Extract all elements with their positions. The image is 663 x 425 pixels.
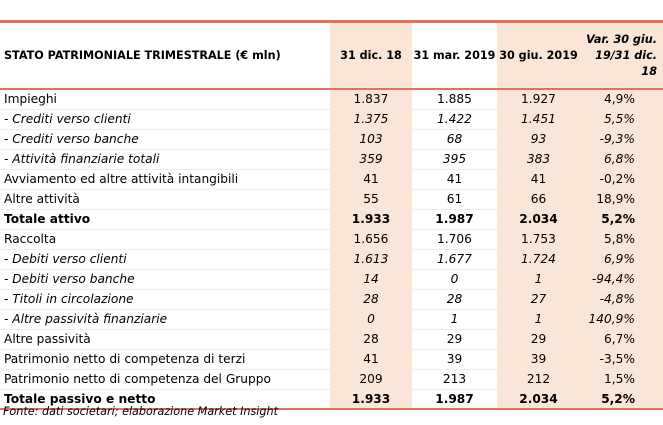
cell-mar-2019: 1.677 (412, 249, 497, 269)
row-label: Avviamento ed altre attività intangibili (0, 169, 330, 189)
cell-jun-2019: 29 (497, 329, 580, 349)
cell-variation: 5,2% (580, 209, 663, 229)
cell-dec-2018: 28 (330, 329, 412, 349)
table-row (0, 89, 663, 109)
cell-variation: -0,2% (580, 169, 663, 189)
column-header-variation: Var. 30 giu. 19/31 dic. 18 (580, 23, 663, 89)
cell-mar-2019: 1.987 (412, 389, 497, 409)
cell-mar-2019: 1.987 (412, 209, 497, 229)
column-header-mar-2019: 31 mar. 2019 (412, 23, 497, 89)
row-label: - Altre passività finanziarie (0, 309, 330, 329)
table-title: STATO PATRIMONIALE TRIMESTRALE (€ mln) (0, 23, 330, 89)
cell-variation: 140,9% (580, 309, 663, 329)
cell-jun-2019: 39 (497, 349, 580, 369)
cell-mar-2019: 1 (412, 309, 497, 329)
cell-jun-2019: 2.034 (497, 209, 580, 229)
cell-jun-2019: 212 (497, 369, 580, 389)
cell-jun-2019: 41 (497, 169, 580, 189)
cell-mar-2019: 395 (412, 149, 497, 169)
cell-jun-2019: 1.451 (497, 109, 580, 129)
cell-dec-2018: 1.375 (330, 109, 412, 129)
cell-jun-2019: 2.034 (497, 389, 580, 409)
table-row (0, 229, 663, 249)
column-header-jun-2019: 30 giu. 2019 (497, 23, 580, 89)
cell-dec-2018: 103 (330, 129, 412, 149)
cell-mar-2019: 29 (412, 329, 497, 349)
row-label: - Attività finanziarie totali (0, 149, 330, 169)
cell-dec-2018: 41 (330, 349, 412, 369)
cell-mar-2019: 61 (412, 189, 497, 209)
row-label: Totale attivo (0, 209, 330, 229)
table-row (0, 249, 663, 269)
cell-dec-2018: 209 (330, 369, 412, 389)
cell-variation: -4,8% (580, 289, 663, 309)
cell-mar-2019: 1.422 (412, 109, 497, 129)
cell-jun-2019: 1 (497, 269, 580, 289)
row-label: - Crediti verso banche (0, 129, 330, 149)
cell-mar-2019: 1.706 (412, 229, 497, 249)
cell-dec-2018: 1.933 (330, 209, 412, 229)
cell-variation: 5,8% (580, 229, 663, 249)
table-row (0, 149, 663, 169)
cell-mar-2019: 41 (412, 169, 497, 189)
cell-dec-2018: 1.933 (330, 389, 412, 409)
header-row (0, 23, 663, 89)
cell-dec-2018: 14 (330, 269, 412, 289)
row-label: Altre attività (0, 189, 330, 209)
source-note: Fonte: dati societari; elaborazione Market Insight (3, 405, 278, 418)
cell-dec-2018: 359 (330, 149, 412, 169)
cell-variation: 1,5% (580, 369, 663, 389)
row-label: Patrimonio netto di competenza di terzi (0, 349, 330, 369)
cell-mar-2019: 39 (412, 349, 497, 369)
cell-jun-2019: 1.753 (497, 229, 580, 249)
cell-dec-2018: 1.656 (330, 229, 412, 249)
cell-jun-2019: 93 (497, 129, 580, 149)
row-label: - Debiti verso banche (0, 269, 330, 289)
table-row (0, 329, 663, 349)
table-row (0, 269, 663, 289)
cell-jun-2019: 66 (497, 189, 580, 209)
cell-dec-2018: 1.837 (330, 89, 412, 109)
table-row-total (0, 209, 663, 229)
row-label: Impieghi (0, 89, 330, 109)
row-label: Raccolta (0, 229, 330, 249)
cell-variation: 6,9% (580, 249, 663, 269)
table-row (0, 349, 663, 369)
table-row (0, 109, 663, 129)
cell-variation: 6,8% (580, 149, 663, 169)
cell-jun-2019: 1 (497, 309, 580, 329)
cell-jun-2019: 383 (497, 149, 580, 169)
cell-dec-2018: 55 (330, 189, 412, 209)
cell-dec-2018: 41 (330, 169, 412, 189)
cell-mar-2019: 213 (412, 369, 497, 389)
cell-jun-2019: 1.927 (497, 89, 580, 109)
table-row (0, 129, 663, 149)
row-label: - Debiti verso clienti (0, 249, 330, 269)
cell-variation: -3,5% (580, 349, 663, 369)
cell-variation: 5,2% (580, 389, 663, 409)
cell-variation: 18,9% (580, 189, 663, 209)
cell-mar-2019: 1.885 (412, 89, 497, 109)
cell-variation: 6,7% (580, 329, 663, 349)
table-row (0, 309, 663, 329)
cell-mar-2019: 68 (412, 129, 497, 149)
table-row (0, 369, 663, 389)
row-label: Altre passività (0, 329, 330, 349)
cell-variation: 4,9% (580, 89, 663, 109)
cell-variation: -9,3% (580, 129, 663, 149)
row-label: Totale passivo e netto (0, 389, 330, 409)
column-header-dec-2018: 31 dic. 18 (330, 23, 412, 89)
cell-jun-2019: 27 (497, 289, 580, 309)
balance-sheet-table (0, 23, 663, 410)
table-row (0, 189, 663, 209)
cell-jun-2019: 1.724 (497, 249, 580, 269)
table-row (0, 169, 663, 189)
table-row (0, 289, 663, 309)
cell-mar-2019: 0 (412, 269, 497, 289)
row-label: - Titoli in circolazione (0, 289, 330, 309)
row-label: Patrimonio netto di competenza del Gruppo (0, 369, 330, 389)
cell-mar-2019: 28 (412, 289, 497, 309)
cell-dec-2018: 28 (330, 289, 412, 309)
row-label: - Crediti verso clienti (0, 109, 330, 129)
cell-variation: -94,4% (580, 269, 663, 289)
cell-dec-2018: 0 (330, 309, 412, 329)
cell-variation: 5,5% (580, 109, 663, 129)
cell-dec-2018: 1.613 (330, 249, 412, 269)
